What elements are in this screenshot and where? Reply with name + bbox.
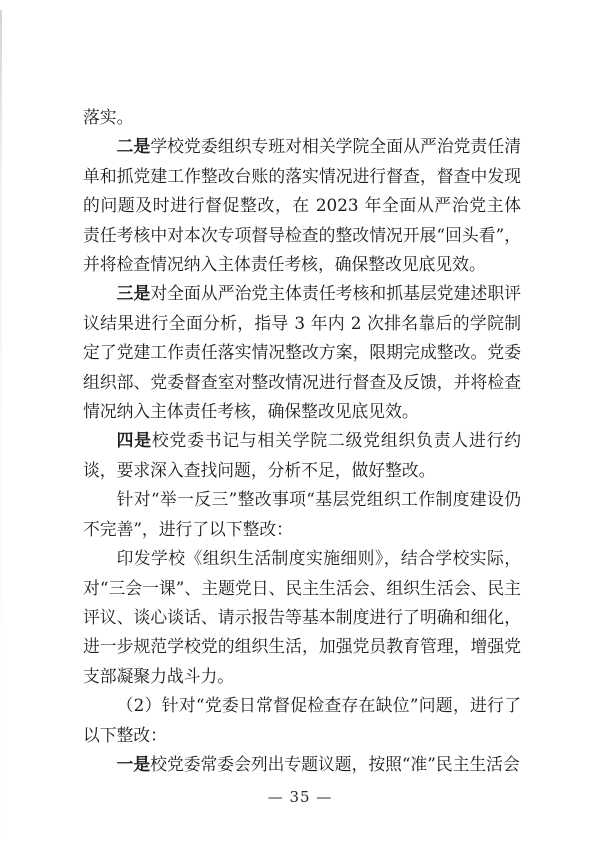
paragraph-text: 学校党委组织专班对相关学院全面从严治党责任清单和抓党建工作整改台账的落实情况进行督查，督查中发现的问题及时进行督促整改，在 2023 年全面从严治党主体责任考核中对本次专项督导检查的整改情况开展“回头看”，并将检查情况纳入主体责任考核，确保整改见底见效。 bbox=[83, 136, 521, 275]
paragraph-lead: 二是 bbox=[116, 136, 151, 157]
paragraph-text: 校党委常委会列出专题议题，按照“准”民主生活会 bbox=[150, 753, 520, 774]
paragraph-lead: 四是 bbox=[116, 430, 152, 451]
paragraph-text: 针对“举一反三”整改事项“基层党组织工作制度建设仍不完善”，进行了以下整改： bbox=[83, 489, 521, 539]
page-number: — 35 — bbox=[267, 788, 333, 806]
document-body bbox=[83, 103, 521, 779]
paragraph-lead: 一是 bbox=[116, 753, 151, 774]
scan-edge-artifact bbox=[0, 10, 2, 840]
paragraph bbox=[83, 132, 521, 279]
paragraph-text: （2）针对“党委日常督促检查存在缺位”问题，进行了以下整改： bbox=[83, 695, 521, 745]
paragraph bbox=[83, 485, 521, 544]
paragraph-lead: 三是 bbox=[116, 283, 151, 304]
paragraph-text: 校党委书记与相关学院二级党组织负责人进行约谈，要求深入查找问题，分析不足，做好整改。 bbox=[83, 430, 521, 480]
paragraph bbox=[83, 691, 521, 750]
paragraph bbox=[83, 544, 521, 691]
paragraph-text: 对全面从严治党主体责任考核和抓基层党建述职评议结果进行全面分析，指导 3 年内 2 次排名靠后的学院制定了党建工作责任落实情况整改方案，限期完成整改。党委组织部、党委督查室对整改情况进行督查及反馈，并将检查情况纳入主体责任考核，确保整改见底见效。 bbox=[83, 283, 521, 422]
paragraph bbox=[83, 103, 521, 132]
paragraph bbox=[83, 426, 521, 485]
paragraph-text: 印发学校《组织生活制度实施细则》，结合学校实际，对“三会一课”、主题党日、民主生活会、组织生活会、民主评议、谈心谈话、请示报告等基本制度进行了明确和细化，进一步规范学校党的组织生活，加强党员教育管理，增强党支部凝聚力战斗力。 bbox=[83, 548, 521, 686]
paragraph bbox=[83, 750, 521, 779]
paragraph-text: 落实。 bbox=[83, 107, 134, 127]
paragraph bbox=[83, 279, 521, 426]
